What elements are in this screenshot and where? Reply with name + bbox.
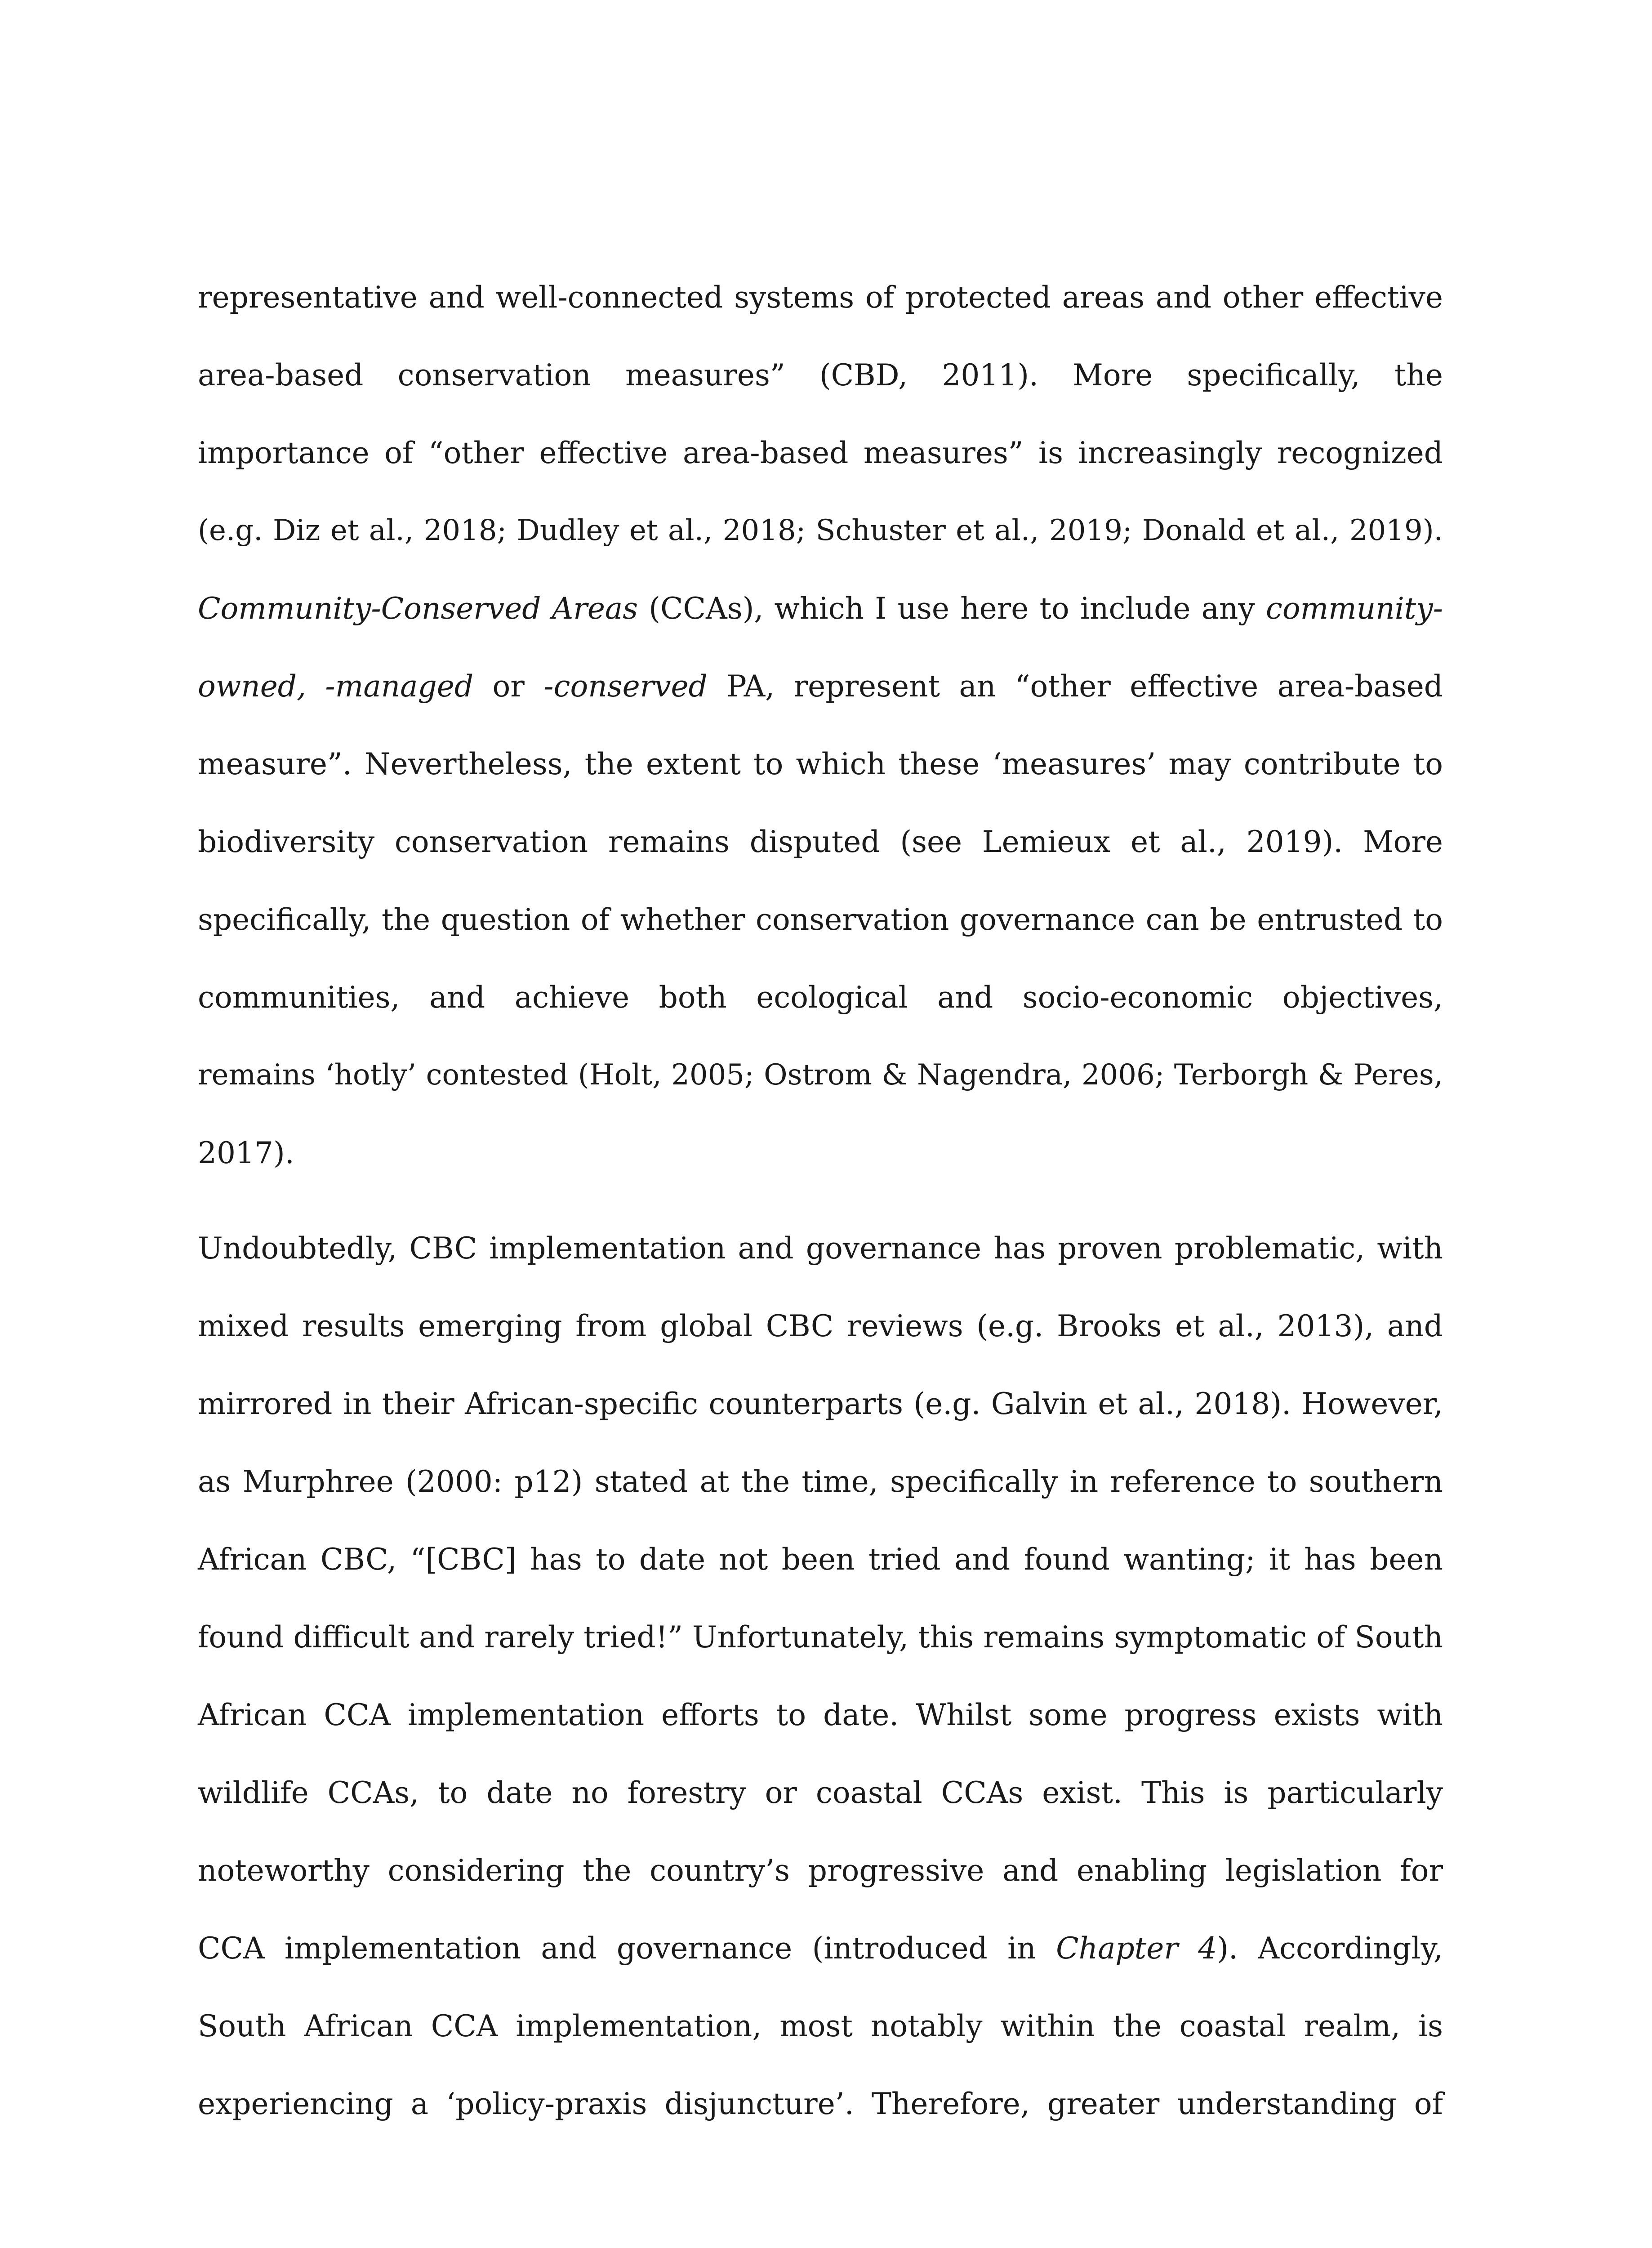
text-line: (e.g. Diz et al., 2018; Dudley et al., 2018; Schuster et al., 2019; Donald et al., 2019).	[198, 514, 1443, 547]
text-line: found difficult and rarely tried!” Unfortunately, this remains symptomatic of South	[198, 1620, 1443, 1655]
text-line: Undoubtedly, CBC implementation and governance has proven problematic, with	[198, 1231, 1443, 1266]
text-line: representative and well-connected systems of protected areas and other effective	[198, 280, 1443, 315]
italic-term: community-	[1265, 591, 1443, 626]
text-line: South African CCA implementation, most notably within the coastal realm, is	[198, 2009, 1443, 2043]
text-run: or	[473, 669, 544, 704]
text-run: ). Accordingly,	[1217, 1931, 1443, 1966]
text-line: biodiversity conservation remains disputed (see Lemieux et al., 2019). More	[198, 825, 1443, 859]
text-run: (CCAs), which I use here to include any	[638, 591, 1266, 626]
text-line: 2017).	[198, 1136, 294, 1170]
text-line: measure”. Nevertheless, the extent to which these ‘measures’ may contribute to	[198, 747, 1443, 781]
text-line: remains ‘hotly’ contested (Holt, 2005; Ostrom & Nagendra, 2006; Terborgh & Peres,	[198, 1058, 1443, 1092]
italic-term: Chapter 4	[1056, 1931, 1217, 1966]
text-line: mixed results emerging from global CBC reviews (e.g. Brooks et al., 2013), and	[198, 1309, 1443, 1343]
text-run: CCA implementation and governance (introduced in	[198, 1931, 1056, 1966]
text-line: specifically, the question of whether conservation governance can be entrusted to	[198, 902, 1443, 937]
italic-term: -conserved	[543, 669, 708, 704]
text-line: as Murphree (2000: p12) stated at the time, specifically in reference to southern	[198, 1464, 1443, 1499]
text-line	[198, 570, 1443, 647]
text-line	[198, 647, 1443, 725]
text-line: noteworthy considering the country’s progressive and enabling legislation for	[198, 1853, 1443, 1888]
text-line: communities, and achieve both ecological and socio-economic objectives,	[198, 980, 1443, 1015]
text-line: wildlife CCAs, to date no forestry or coastal CCAs exist. This is particularly	[198, 1775, 1443, 1810]
italic-term: owned, -managed	[198, 669, 474, 704]
text-line: experiencing a ‘policy-praxis disjuncture’. Therefore, greater understanding of	[198, 2087, 1443, 2121]
text-run: PA, represent an “other effective area-based	[707, 669, 1443, 704]
paragraph-1	[198, 259, 1443, 1192]
paragraph-2	[198, 1209, 1443, 2143]
text-line	[198, 1909, 1443, 1987]
text-line: importance of “other effective area-based measures” is increasingly recognized	[198, 436, 1443, 470]
text-line: area-based conservation measures” (CBD, 2011). More specifically, the	[198, 358, 1443, 393]
italic-term: Community-Conserved Areas	[198, 591, 638, 626]
text-line: mirrored in their African-specific counterparts (e.g. Galvin et al., 2018). However,	[198, 1387, 1443, 1421]
text-line: African CCA implementation efforts to date. Whilst some progress exists with	[198, 1698, 1443, 1732]
text-line: African CBC, “[CBC] has to date not been tried and found wanting; it has been	[198, 1542, 1443, 1577]
